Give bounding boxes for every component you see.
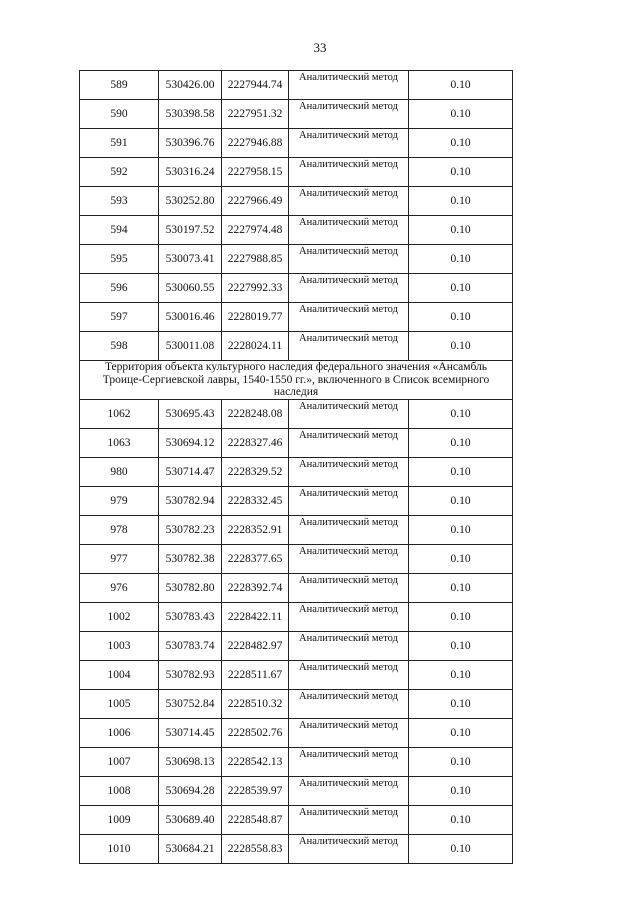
point-number-cell: 589 <box>80 71 159 100</box>
accuracy-cell: 0.10 <box>409 245 513 274</box>
point-number-cell: 1009 <box>80 806 159 835</box>
method-cell: Аналитический метод <box>289 129 409 158</box>
y-coordinate-cell: 2227944.74 <box>222 71 289 100</box>
method-cell: Аналитический метод <box>289 516 409 545</box>
point-number-cell: 1063 <box>80 429 159 458</box>
x-coordinate-cell: 530684.21 <box>159 835 222 864</box>
point-number-cell: 979 <box>80 487 159 516</box>
y-coordinate-cell: 2227951.32 <box>222 100 289 129</box>
table-row <box>80 458 513 487</box>
y-coordinate-cell: 2228248.08 <box>222 400 289 429</box>
method-cell: Аналитический метод <box>289 603 409 632</box>
point-number-cell: 980 <box>80 458 159 487</box>
table-row <box>80 129 513 158</box>
accuracy-cell: 0.10 <box>409 806 513 835</box>
accuracy-cell: 0.10 <box>409 429 513 458</box>
table-row <box>80 303 513 332</box>
x-coordinate-cell: 530316.24 <box>159 158 222 187</box>
point-number-cell: 598 <box>80 332 159 361</box>
method-cell: Аналитический метод <box>289 71 409 100</box>
method-cell: Аналитический метод <box>289 661 409 690</box>
page-number: 33 <box>313 40 327 55</box>
point-number-cell: 1004 <box>80 661 159 690</box>
x-coordinate-cell: 530398.58 <box>159 100 222 129</box>
accuracy-cell: 0.10 <box>409 187 513 216</box>
point-number-cell: 591 <box>80 129 159 158</box>
method-cell: Аналитический метод <box>289 777 409 806</box>
point-number-cell: 1006 <box>80 719 159 748</box>
table-row <box>80 332 513 361</box>
point-number-cell: 596 <box>80 274 159 303</box>
method-cell: Аналитический метод <box>289 187 409 216</box>
method-cell: Аналитический метод <box>289 632 409 661</box>
accuracy-cell: 0.10 <box>409 603 513 632</box>
point-number-cell: 1005 <box>80 690 159 719</box>
accuracy-cell: 0.10 <box>409 458 513 487</box>
accuracy-cell: 0.10 <box>409 545 513 574</box>
table-row <box>80 835 513 864</box>
y-coordinate-cell: 2227992.33 <box>222 274 289 303</box>
point-number-cell: 1062 <box>80 400 159 429</box>
point-number-cell: 595 <box>80 245 159 274</box>
table-row <box>80 187 513 216</box>
x-coordinate-cell: 530698.13 <box>159 748 222 777</box>
x-coordinate-cell: 530016.46 <box>159 303 222 332</box>
x-coordinate-cell: 530011.08 <box>159 332 222 361</box>
accuracy-cell: 0.10 <box>409 748 513 777</box>
accuracy-cell: 0.10 <box>409 632 513 661</box>
point-number-cell: 597 <box>80 303 159 332</box>
accuracy-cell: 0.10 <box>409 100 513 129</box>
method-cell: Аналитический метод <box>289 719 409 748</box>
table-row <box>80 71 513 100</box>
x-coordinate-cell: 530783.74 <box>159 632 222 661</box>
method-cell: Аналитический метод <box>289 274 409 303</box>
accuracy-cell: 0.10 <box>409 487 513 516</box>
point-number-cell: 1002 <box>80 603 159 632</box>
x-coordinate-cell: 530782.38 <box>159 545 222 574</box>
y-coordinate-cell: 2228352.91 <box>222 516 289 545</box>
x-coordinate-cell: 530782.94 <box>159 487 222 516</box>
x-coordinate-cell: 530782.93 <box>159 661 222 690</box>
accuracy-cell: 0.10 <box>409 719 513 748</box>
point-number-cell: 590 <box>80 100 159 129</box>
method-cell: Аналитический метод <box>289 458 409 487</box>
accuracy-cell: 0.10 <box>409 71 513 100</box>
point-number-cell: 1010 <box>80 835 159 864</box>
y-coordinate-cell: 2227946.88 <box>222 129 289 158</box>
x-coordinate-cell: 530252.80 <box>159 187 222 216</box>
x-coordinate-cell: 530426.00 <box>159 71 222 100</box>
table-row <box>80 690 513 719</box>
accuracy-cell: 0.10 <box>409 216 513 245</box>
accuracy-cell: 0.10 <box>409 574 513 603</box>
accuracy-cell: 0.10 <box>409 332 513 361</box>
method-cell: Аналитический метод <box>289 806 409 835</box>
table-row <box>80 632 513 661</box>
y-coordinate-cell: 2228019.77 <box>222 303 289 332</box>
point-number-cell: 593 <box>80 187 159 216</box>
y-coordinate-cell: 2227988.85 <box>222 245 289 274</box>
y-coordinate-cell: 2228422.11 <box>222 603 289 632</box>
section-body <box>80 361 513 400</box>
y-coordinate-cell: 2228542.13 <box>222 748 289 777</box>
accuracy-cell: 0.10 <box>409 690 513 719</box>
x-coordinate-cell: 530714.45 <box>159 719 222 748</box>
method-cell: Аналитический метод <box>289 835 409 864</box>
section-row <box>80 361 513 400</box>
accuracy-cell: 0.10 <box>409 516 513 545</box>
y-coordinate-cell: 2227966.49 <box>222 187 289 216</box>
accuracy-cell: 0.10 <box>409 400 513 429</box>
method-cell: Аналитический метод <box>289 574 409 603</box>
y-coordinate-cell: 2228377.65 <box>222 545 289 574</box>
x-coordinate-cell: 530060.55 <box>159 274 222 303</box>
y-coordinate-cell: 2228024.11 <box>222 332 289 361</box>
table-row <box>80 574 513 603</box>
table-row <box>80 603 513 632</box>
table-row <box>80 429 513 458</box>
accuracy-cell: 0.10 <box>409 661 513 690</box>
x-coordinate-cell: 530782.23 <box>159 516 222 545</box>
y-coordinate-cell: 2228539.97 <box>222 777 289 806</box>
point-number-cell: 592 <box>80 158 159 187</box>
table-row <box>80 274 513 303</box>
method-cell: Аналитический метод <box>289 748 409 777</box>
y-coordinate-cell: 2228327.46 <box>222 429 289 458</box>
y-coordinate-cell: 2228548.87 <box>222 806 289 835</box>
accuracy-cell: 0.10 <box>409 129 513 158</box>
x-coordinate-cell: 530689.40 <box>159 806 222 835</box>
point-number-cell: 594 <box>80 216 159 245</box>
y-coordinate-cell: 2227958.15 <box>222 158 289 187</box>
point-number-cell: 976 <box>80 574 159 603</box>
y-coordinate-cell: 2228502.76 <box>222 719 289 748</box>
method-cell: Аналитический метод <box>289 545 409 574</box>
table-row <box>80 748 513 777</box>
table-row <box>80 719 513 748</box>
method-cell: Аналитический метод <box>289 245 409 274</box>
table-row <box>80 516 513 545</box>
method-cell: Аналитический метод <box>289 216 409 245</box>
accuracy-cell: 0.10 <box>409 274 513 303</box>
x-coordinate-cell: 530197.52 <box>159 216 222 245</box>
method-cell: Аналитический метод <box>289 690 409 719</box>
table-row <box>80 661 513 690</box>
y-coordinate-cell: 2228329.52 <box>222 458 289 487</box>
x-coordinate-cell: 530752.84 <box>159 690 222 719</box>
method-cell: Аналитический метод <box>289 332 409 361</box>
table-row <box>80 487 513 516</box>
accuracy-cell: 0.10 <box>409 835 513 864</box>
table-row <box>80 100 513 129</box>
y-coordinate-cell: 2228332.45 <box>222 487 289 516</box>
table-row <box>80 545 513 574</box>
accuracy-cell: 0.10 <box>409 158 513 187</box>
x-coordinate-cell: 530396.76 <box>159 129 222 158</box>
method-cell: Аналитический метод <box>289 429 409 458</box>
table-row <box>80 245 513 274</box>
x-coordinate-cell: 530694.28 <box>159 777 222 806</box>
accuracy-cell: 0.10 <box>409 777 513 806</box>
y-coordinate-cell: 2228392.74 <box>222 574 289 603</box>
y-coordinate-cell: 2228510.32 <box>222 690 289 719</box>
x-coordinate-cell: 530694.12 <box>159 429 222 458</box>
table-row <box>80 806 513 835</box>
section-title: Территория объекта культурного наследия федерального значения «Ансамбль Троице-Сергиевской лавры, 1540-1550 гг.», включенного в Список всемирного наследия <box>80 361 513 400</box>
x-coordinate-cell: 530714.47 <box>159 458 222 487</box>
method-cell: Аналитический метод <box>289 303 409 332</box>
accuracy-cell: 0.10 <box>409 303 513 332</box>
point-number-cell: 1008 <box>80 777 159 806</box>
table-body-before <box>80 71 513 361</box>
method-cell: Аналитический метод <box>289 400 409 429</box>
table-row <box>80 400 513 429</box>
y-coordinate-cell: 2228511.67 <box>222 661 289 690</box>
method-cell: Аналитический метод <box>289 158 409 187</box>
table-row <box>80 216 513 245</box>
y-coordinate-cell: 2227974.48 <box>222 216 289 245</box>
point-number-cell: 977 <box>80 545 159 574</box>
table-row <box>80 158 513 187</box>
method-cell: Аналитический метод <box>289 100 409 129</box>
point-number-cell: 1003 <box>80 632 159 661</box>
point-number-cell: 1007 <box>80 748 159 777</box>
table-body-after <box>80 400 513 864</box>
y-coordinate-cell: 2228482.97 <box>222 632 289 661</box>
x-coordinate-cell: 530073.41 <box>159 245 222 274</box>
x-coordinate-cell: 530782.80 <box>159 574 222 603</box>
coordinates-table <box>79 70 513 864</box>
table-row <box>80 777 513 806</box>
y-coordinate-cell: 2228558.83 <box>222 835 289 864</box>
point-number-cell: 978 <box>80 516 159 545</box>
x-coordinate-cell: 530695.43 <box>159 400 222 429</box>
x-coordinate-cell: 530783.43 <box>159 603 222 632</box>
method-cell: Аналитический метод <box>289 487 409 516</box>
